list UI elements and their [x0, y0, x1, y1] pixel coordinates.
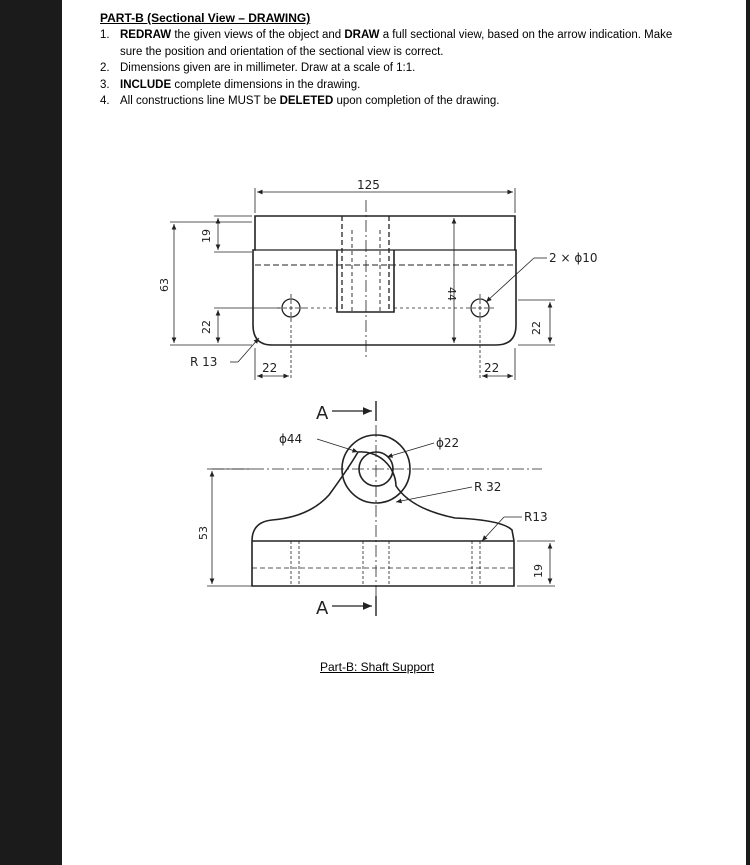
section-label-bottom: A	[316, 598, 329, 619]
dim-total-height: 63	[158, 278, 171, 292]
dim-hole-height-right: 22	[530, 321, 543, 335]
dim-hole-offset-left: 22	[262, 361, 278, 375]
item-text: Dimensions given are in millimeter. Draw at a scale of 1:1.	[120, 62, 416, 74]
dim-slot-depth: 44	[445, 287, 458, 301]
dim-radius-13: R13	[524, 510, 548, 524]
item-text: the given views of the object and	[171, 29, 345, 41]
section-label-top: A	[316, 403, 329, 424]
item-text: upon completion of the drawing.	[333, 95, 500, 107]
item-text: All constructions line MUST be	[120, 95, 280, 107]
page-title: PART-B (Sectional View – DRAWING)	[100, 11, 311, 25]
dim-hole-offset-right: 22	[484, 361, 500, 375]
dim-radius-32: R 32	[474, 480, 502, 494]
item-text: a full sectional view, based on the arrow indication. Make sure the position and orientation of the sectional view is correct.	[120, 29, 673, 58]
top-view	[197, 425, 555, 598]
item-number: 1.	[100, 29, 110, 41]
emphasis: DRAW	[344, 29, 380, 41]
dim-center-height: 53	[197, 526, 210, 540]
dim-hole-height-left: 22	[200, 320, 213, 334]
dim-top-height: 19	[200, 229, 213, 243]
item-text: complete dimensions in the drawing.	[171, 78, 361, 91]
emphasis: REDRAW	[120, 29, 172, 41]
technical-drawing	[62, 0, 746, 865]
dim-outer-diameter: ϕ44	[279, 432, 303, 446]
item-number: 4.	[100, 95, 110, 107]
section-arrow-top	[316, 401, 376, 424]
front-view	[158, 178, 598, 380]
emphasis: DELETED	[279, 95, 334, 107]
emphasis: INCLUDE	[120, 78, 172, 91]
dim-inner-diameter: ϕ22	[436, 436, 460, 450]
item-number: 3.	[100, 78, 110, 91]
section-arrow-bottom	[316, 596, 376, 619]
item-number: 2.	[100, 62, 110, 74]
dim-holes-spec: 2 × ϕ10	[549, 251, 598, 265]
dim-base-height: 19	[532, 564, 545, 578]
figure-caption: Part-B: Shaft Support	[320, 660, 435, 674]
document-page	[62, 0, 746, 865]
dim-corner-radius: R 13	[190, 355, 218, 369]
dim-overall-length: 125	[357, 178, 380, 192]
